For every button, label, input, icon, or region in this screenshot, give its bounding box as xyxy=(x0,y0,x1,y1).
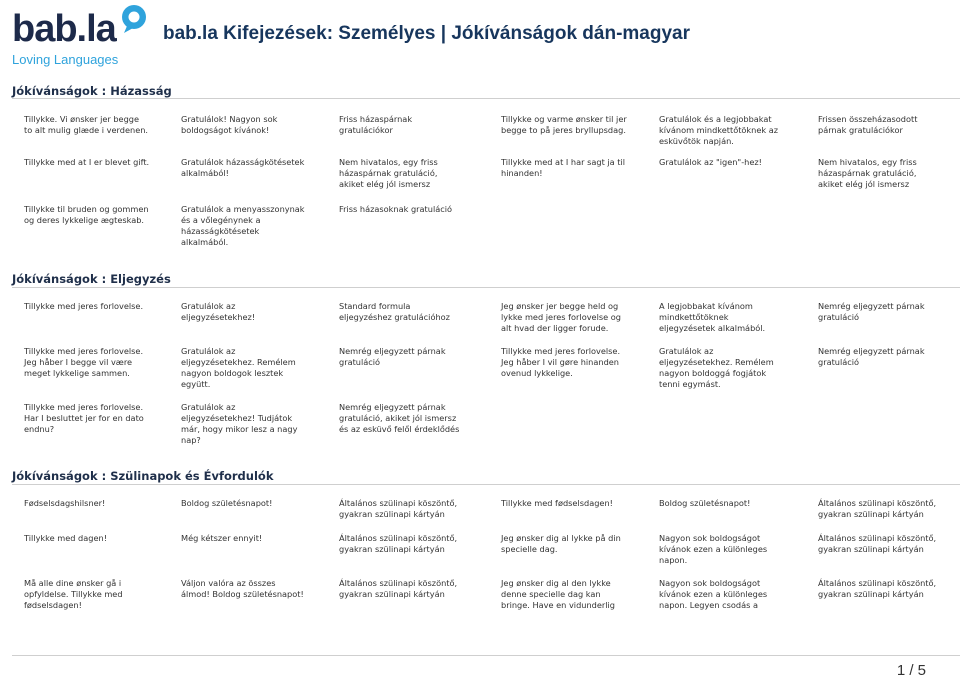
phrase-cell: Gratulálok az eljegyzésetekhez. Remélem nagyon boldoggá fogjátok tenni egymást. xyxy=(659,346,774,389)
phrase-cell: Nagyon sok boldogságot kívánok ezen a különleges napon. xyxy=(659,533,768,565)
phrase-cell: Nemrég eljegyzett párnak gratuláció xyxy=(818,346,925,367)
speech-bubble-icon xyxy=(118,4,150,34)
phrase-cell: Általános szülinapi köszöntő, gyakran szülinapi kártyán xyxy=(818,498,937,519)
phrase-cell: Gratulálok az eljegyzésetekhez! xyxy=(181,301,256,322)
phrase-cell: Friss házaspárnak gratulációkor xyxy=(339,114,413,135)
phrase-cell: Tillykke med at I har sagt ja til hinanden! xyxy=(501,157,626,178)
phrase-cell: Boldog születésnapot! xyxy=(659,498,751,508)
phrase-cell: Általános szülinapi köszöntő, gyakran szülinapi kártyán xyxy=(339,498,458,519)
phrase-cell: Tillykke til bruden og gommen og deres lykkelige ægteskab. xyxy=(24,204,149,225)
phrase-cell: Általános szülinapi köszöntő, gyakran szülinapi kártyán xyxy=(339,533,458,554)
phrase-cell: Gratulálok a menyasszonynak és a vőlegénynek a házasságkötésetek alkalmából. xyxy=(181,204,305,247)
phrase-cell: Tillykke med jeres forlovelse. Jeg håber I begge vil være meget lykkelige sammen. xyxy=(24,346,144,378)
phrase-cell: Frissen összeházasodott párnak gratulációkor xyxy=(818,114,918,135)
page-title: bab.la Kifejezések: Személyes | Jókívánságok dán-magyar xyxy=(163,23,690,44)
phrase-cell: Tillykke og varme ønsker til jer begge to på jeres bryllupsdag. xyxy=(501,114,627,135)
phrase-cell: Nemrég eljegyzett párnak gratuláció, akiket jól ismersz és az esküvő felől érdeklődés xyxy=(339,402,460,434)
phrase-cell: A legjobbakat kívánom mindkettőtöknek eljegyzésetek alkalmából. xyxy=(659,301,766,333)
phrase-cell: Jeg ønsker dig al lykke på din specielle dag. xyxy=(501,533,621,554)
phrase-cell: Nemrég eljegyzett párnak gratuláció xyxy=(818,301,925,322)
phrase-cell: Nem hivatalos, egy friss házaspárnak gratuláció, akiket elég jól ismersz xyxy=(339,157,438,189)
phrase-cell: Jeg ønsker jer begge held og lykke med jeres forlovelse og alt hvad der ligger forude. xyxy=(501,301,621,333)
section-title: Jókívánságok : Eljegyzés xyxy=(12,272,171,286)
section-divider xyxy=(12,484,960,485)
phrase-cell: Jeg ønsker dig al den lykke denne specielle dag kan bringe. Have en vidunderlig xyxy=(501,578,615,610)
section-title: Jókívánságok : Házasság xyxy=(12,84,172,98)
phrase-cell: Tillykke med jeres forlovelse. Har I besluttet jer for en dato endnu? xyxy=(24,402,144,434)
phrase-cell: Általános szülinapi köszöntő, gyakran szülinapi kártyán xyxy=(339,578,458,599)
phrase-cell: Gratulálok az "igen"-hez! xyxy=(659,157,762,167)
phrase-cell: Tillykke med jeres forlovelse. xyxy=(24,301,144,311)
phrase-cell: Tillykke. Vi ønsker jer begge to alt mulig glæde i verdenen. xyxy=(24,114,149,135)
phrase-cell: Boldog születésnapot! xyxy=(181,498,273,508)
logo-tagline: Loving Languages xyxy=(12,52,119,67)
phrase-cell: Tillykke med jeres forlovelse. Jeg håber I vil gøre hinanden ovenud lykkelige. xyxy=(501,346,621,378)
phrase-cell: Általános szülinapi köszöntő, gyakran szülinapi kártyán xyxy=(818,578,937,599)
phrase-cell: Nem hivatalos, egy friss házaspárnak gratuláció, akiket elég jól ismersz xyxy=(818,157,917,189)
phrase-cell: Standard formula eljegyzéshez gratulációhoz xyxy=(339,301,450,322)
phrase-cell: Még kétszer ennyit! xyxy=(181,533,263,543)
phrase-cell: Gratulálok! Nagyon sok boldogságot kívánok! xyxy=(181,114,278,135)
phrase-cell: Må alle dine ønsker gå i opfyldelse. Tillykke med fødselsdagen! xyxy=(24,578,123,610)
phrase-cell: Gratulálok házasságkötésetek alkalmából! xyxy=(181,157,305,178)
logo-wordmark: bab.la xyxy=(12,8,116,50)
phrase-cell: Fødselsdagshilsner! xyxy=(24,498,106,508)
phrase-cell: Gratulálok és a legjobbakat kívánom mindkettőtöknek az esküvőtök napján. xyxy=(659,114,779,146)
section-divider xyxy=(12,98,960,99)
phrase-cell: Gratulálok az eljegyzésetekhez. Remélem nagyon boldogok lesztek együtt. xyxy=(181,346,296,389)
babla-logo xyxy=(12,4,152,68)
phrase-cell: Gratulálok az eljegyzésetekhez! Tudjátok már, hogy mikor lesz a nagy nap? xyxy=(181,402,298,445)
phrase-cell: Nagyon sok boldogságot kívánok ezen a különleges napon. Legyen csodás a xyxy=(659,578,768,610)
section-title: Jókívánságok : Szülinapok és Évfordulók xyxy=(12,469,274,483)
phrase-cell: Friss házasoknak gratuláció xyxy=(339,204,453,214)
phrase-cell: Általános szülinapi köszöntő, gyakran szülinapi kártyán xyxy=(818,533,937,554)
footer-divider xyxy=(12,655,960,656)
phrase-cell: Nemrég eljegyzett párnak gratuláció xyxy=(339,346,446,367)
page-indicator: 1 / 5 xyxy=(896,662,926,678)
phrase-cell: Váljon valóra az összes álmod! Boldog születésnapot! xyxy=(181,578,304,599)
phrase-cell: Tillykke med fødselsdagen! xyxy=(501,498,613,508)
section-divider xyxy=(12,287,960,288)
phrase-cell: Tillykke med dagen! xyxy=(24,533,107,543)
phrase-cell: Tillykke med at I er blevet gift. xyxy=(24,157,150,167)
